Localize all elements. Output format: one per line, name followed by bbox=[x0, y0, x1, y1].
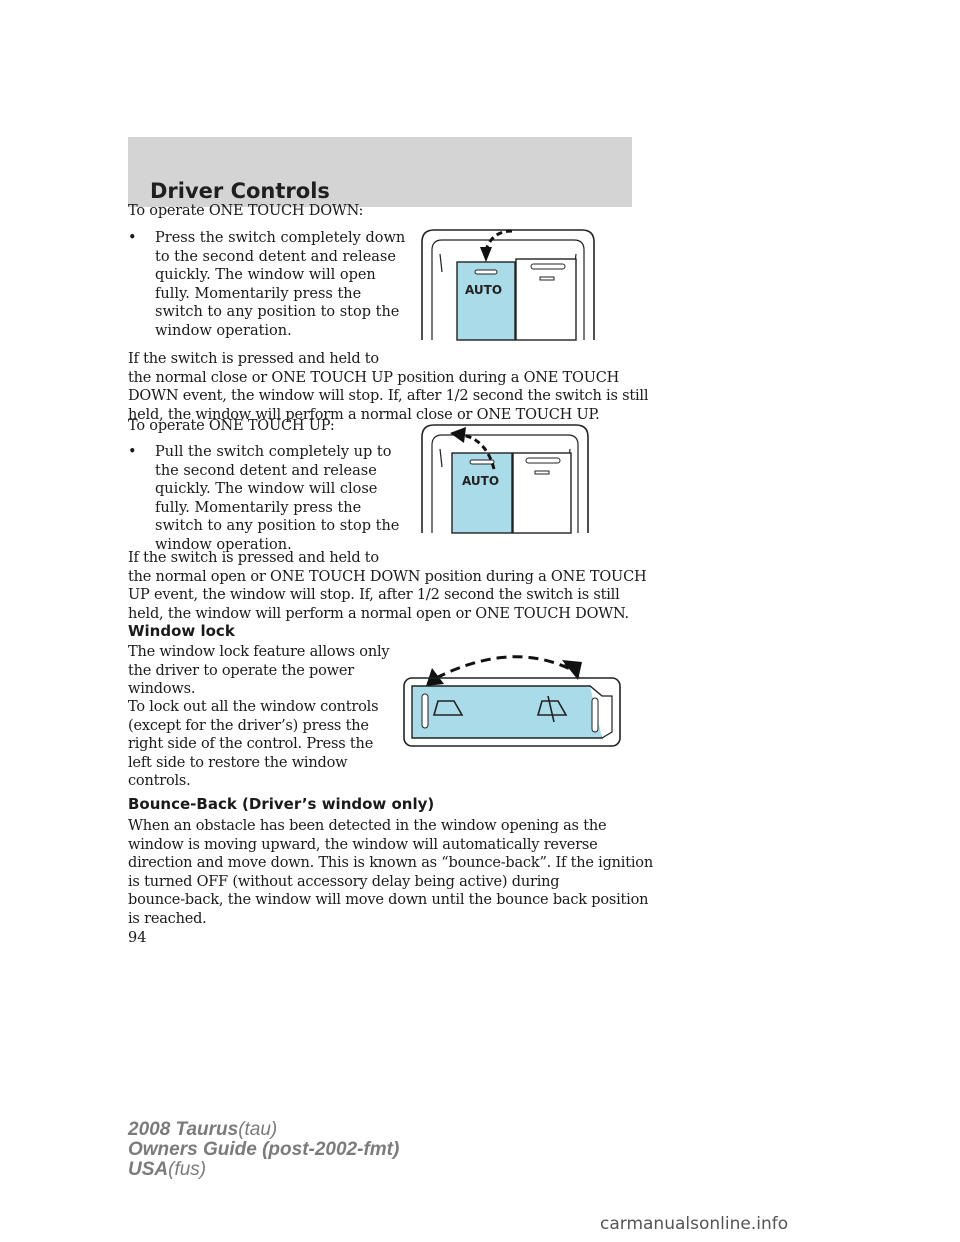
para-one-touch-down: If the switch is pressed and held to the normal close or ONE TOUCH UP position during a ONE TOUCH DOWN event, the window will stop. If, after 1/2 second the switch is still held, the window will perform a normal close or ONE TOUCH UP. bbox=[128, 351, 649, 423]
section-title: Driver Controls bbox=[150, 179, 330, 203]
bullet-dot: • bbox=[128, 230, 137, 246]
auto-label: AUTO bbox=[462, 474, 500, 488]
watermark: carmanualsonline.info bbox=[600, 1214, 789, 1234]
para-one-touch-up: If the switch is pressed and held to the normal open or ONE TOUCH DOWN position during a ONE TOUCH UP event, the window will stop. If, after 1/2 second the switch is still held, the window will perform a normal open or ONE TOUCH DOWN. bbox=[128, 550, 647, 622]
para-bounce-back: When an obstacle has been detected in the window opening as the window is moving upward, the window will automatically reverse direction and move down. This is known as “bounce-back”. If the ignition is turned OFF (without accessory delay being active) during bounce-back, the window will move down until the bounce back position is reached. bbox=[128, 818, 653, 927]
intro-one-touch-up: To operate ONE TOUCH UP: bbox=[128, 418, 335, 434]
one-touch-up-switch-figure bbox=[420, 423, 590, 537]
para-window-lock-1: The window lock feature allows only the driver to operate the power windows. bbox=[128, 644, 390, 698]
para-window-lock-2: To lock out all the window controls (except for the driver’s) press the right side of the control. Press the left side to restore the window controls. bbox=[128, 699, 379, 790]
document-footer: 2008 Taurus(tau) Owners Guide (post-2002-fmt) USA(fus) bbox=[128, 1119, 400, 1180]
heading-window-lock: Window lock bbox=[128, 622, 235, 640]
bullet-dot: • bbox=[128, 444, 137, 460]
arrow-down-icon bbox=[480, 247, 492, 262]
heading-bounce-back: Bounce-Back (Driver’s window only) bbox=[128, 795, 435, 813]
auto-label: AUTO bbox=[465, 283, 503, 297]
page-number: 94 bbox=[128, 930, 147, 946]
one-touch-down-switch-figure bbox=[420, 228, 596, 344]
window-lock-switch-figure bbox=[402, 648, 624, 748]
intro-one-touch-down: To operate ONE TOUCH DOWN: bbox=[128, 203, 364, 219]
